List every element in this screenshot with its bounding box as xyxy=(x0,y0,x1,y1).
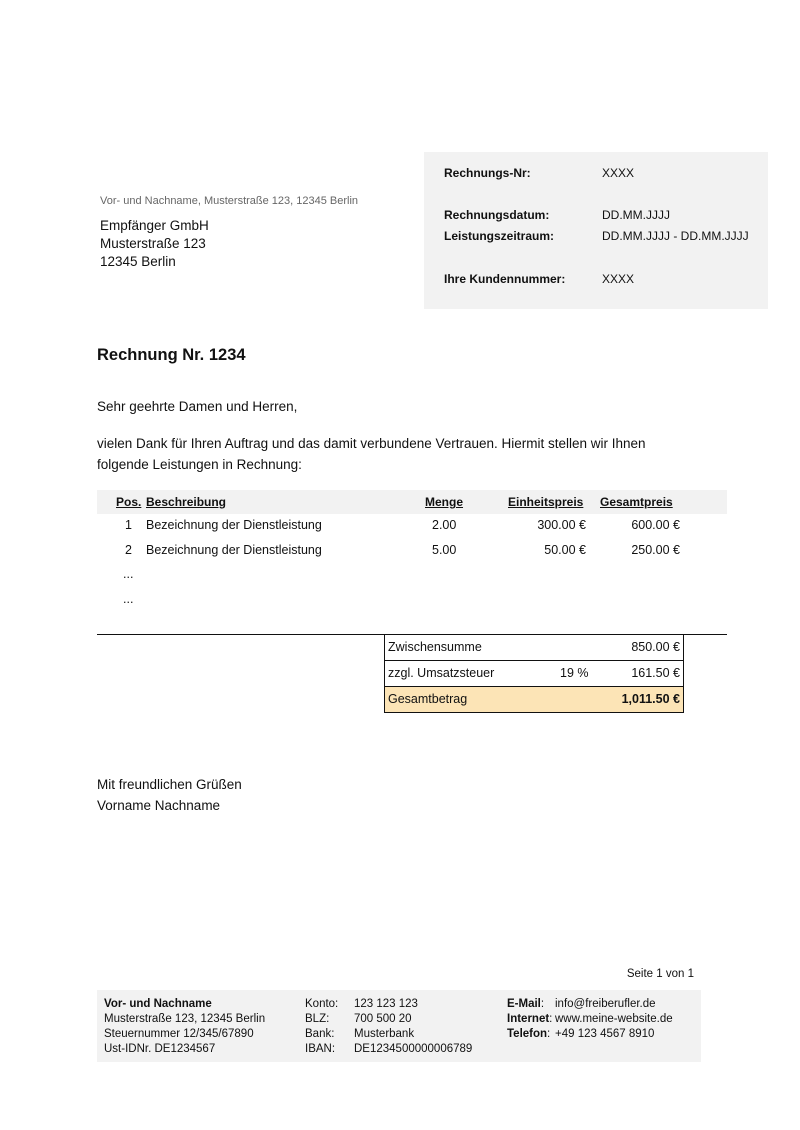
row-description: Bezeichnung der Dienstleistung xyxy=(146,543,322,557)
invoice-info-box xyxy=(424,152,768,309)
vat-row xyxy=(385,661,683,687)
footer-bank-column xyxy=(305,997,472,1057)
invoice-title: Rechnung Nr. 1234 xyxy=(97,346,246,364)
website-link[interactable]: www.meine-website.de xyxy=(555,1013,673,1025)
totals-table xyxy=(384,635,684,713)
row-unit-price: 300.00 € xyxy=(537,518,586,532)
row-quantity: 5.00 xyxy=(432,543,457,557)
row-quantity: 2.00 xyxy=(432,518,457,532)
footer-tax-number: Steuernummer 12/345/67890 xyxy=(104,1028,254,1040)
items-ellipsis: ... xyxy=(123,567,134,581)
row-description: Bezeichnung der Dienstleistung xyxy=(146,518,322,532)
closing-salutation: Mit freundlichen Grüßen xyxy=(97,777,242,792)
row-total-price: 250.00 € xyxy=(631,543,680,557)
phone-value: +49 123 4567 8910 xyxy=(555,1028,655,1040)
customer-number-label: Ihre Kundennummer: xyxy=(444,272,566,286)
greeting: Sehr geehrte Damen und Herren, xyxy=(97,399,298,414)
row-pos: 2 xyxy=(125,543,132,557)
vat-rate: 19 % xyxy=(560,666,589,680)
iban-label: IBAN: xyxy=(305,1043,336,1055)
vat-label: zzgl. Umsatzsteuer xyxy=(388,666,495,680)
email-label: E-Mail xyxy=(507,998,541,1010)
invoice-number-row xyxy=(444,166,634,180)
subtotal-row xyxy=(385,635,683,661)
row-pos: 1 xyxy=(125,518,132,532)
signatory-name: Vorname Nachname xyxy=(97,798,221,813)
page-number: Seite 1 von 1 xyxy=(626,968,694,980)
bank-label: Bank: xyxy=(305,1028,335,1040)
blz-value: 700 500 20 xyxy=(354,1013,412,1025)
customer-number-value: XXXX xyxy=(602,272,635,286)
web-label: Internet xyxy=(507,1013,550,1025)
closing-block xyxy=(97,774,242,816)
vat-value: 161.50 € xyxy=(631,666,680,680)
customer-number-row xyxy=(444,272,634,286)
service-period-row xyxy=(444,229,749,243)
header-total-price: Gesamtpreis xyxy=(600,495,673,509)
intro-text xyxy=(97,433,697,475)
footer-vat-id: Ust-IDNr. DE1234567 xyxy=(104,1043,216,1055)
service-period-label: Leistungszeitraum: xyxy=(444,229,555,243)
header-description: Beschreibung xyxy=(146,495,227,509)
row-total-price: 600.00 € xyxy=(631,518,680,532)
account-value: 123 123 123 xyxy=(354,998,418,1010)
service-period-value: DD.MM.JJJJ - DD.MM.JJJJ xyxy=(602,229,749,243)
footer xyxy=(97,990,701,1062)
intro-line-1: vielen Dank für Ihren Auftrag und das damit verbundene Vertrauen. Hiermit stellen wir Ihnen xyxy=(97,436,646,451)
recipient-name: Empfänger GmbH xyxy=(100,218,209,233)
invoice-date-row xyxy=(444,208,670,222)
footer-name: Vor- und Nachname xyxy=(104,998,212,1010)
subtotal-value: 850.00 € xyxy=(631,640,680,654)
iban-value: DE1234500000006789 xyxy=(354,1043,473,1055)
header-unit-price: Einheitspreis xyxy=(508,495,584,509)
account-label: Konto: xyxy=(305,998,339,1010)
items-ellipsis: ... xyxy=(123,592,134,606)
header-quantity: Menge xyxy=(425,495,464,509)
grand-total-label: Gesamtbetrag xyxy=(388,692,468,706)
recipient-address xyxy=(100,217,209,271)
invoice-date-label: Rechnungsdatum: xyxy=(444,208,550,222)
invoice-number-value: XXXX xyxy=(602,166,635,180)
phone-label: Telefon xyxy=(507,1028,548,1040)
recipient-city: 12345 Berlin xyxy=(100,254,176,269)
email-link[interactable]: info@freiberufler.de xyxy=(555,998,656,1010)
bank-value: Musterbank xyxy=(354,1028,415,1040)
footer-contact-column: E-Mail: info@freiberufler.de Internet: www.meine-website.de Telefon: +49 123 4567 8910 xyxy=(507,998,673,1040)
footer-address: Musterstraße 123, 12345 Berlin xyxy=(104,1013,266,1025)
blz-label: BLZ: xyxy=(305,1013,330,1025)
footer-company-column xyxy=(104,997,265,1057)
row-unit-price: 50.00 € xyxy=(544,543,586,557)
recipient-street: Musterstraße 123 xyxy=(100,236,206,251)
invoice-number-label: Rechnungs-Nr: xyxy=(444,166,531,180)
grand-total-row xyxy=(385,687,683,712)
intro-line-2: folgende Leistungen in Rechnung: xyxy=(97,457,302,472)
items-table-header xyxy=(97,490,727,514)
subtotal-label: Zwischensumme xyxy=(388,640,482,654)
sender-return-address: Vor- und Nachname, Musterstraße 123, 12345 Berlin xyxy=(100,195,359,207)
invoice-date-value: DD.MM.JJJJ xyxy=(602,208,670,222)
grand-total-value: 1,011.50 € xyxy=(621,692,680,706)
header-pos: Pos. xyxy=(116,495,142,509)
